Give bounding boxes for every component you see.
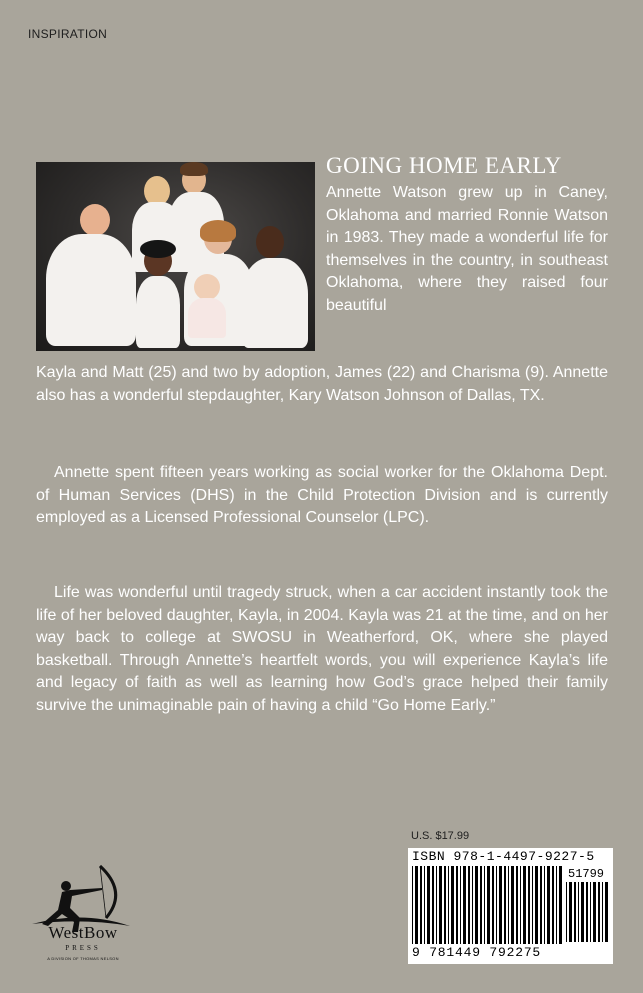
author-family-photo (36, 162, 315, 351)
book-title: GOING HOME EARLY (326, 153, 562, 178)
addon-barcode-bars (566, 882, 610, 942)
isbn-text: ISBN 978-1-4497-9227-5 (412, 849, 595, 864)
publisher-division: A DIVISION OF THOMAS NELSON (47, 956, 119, 961)
publisher-name: WestBow (48, 923, 118, 942)
category-label: INSPIRATION (28, 27, 108, 41)
publisher-press: PRESS (65, 944, 101, 952)
isbn-barcode (408, 848, 613, 964)
bio-paragraph-1-top: Annette Watson grew up in Caney, Oklahoma and married Ronnie Watson in 1983. They made a wonderful life for themselves in the country, in southeast Oklahoma, where they raised four beautiful (326, 184, 608, 314)
addon-number: 51799 (568, 867, 605, 881)
synopsis-paragraph: Life was wonderful until tragedy struck, when a car accident instantly took the life of her beloved daughter, Kayla, in 2004. Kayla was 21 at the time, and on her way back to college at SWOSU in Weatherford, OK, where she played basketball. Through Annette’s heartfelt words, you will experience Kayla’s life and legacy of faith as well as learning how God’s grace helped their family survive the unimaginable pain of having a child “Go Home Early.” (36, 584, 608, 714)
bio-paragraph-2: Annette spent fifteen years working as social worker for the Oklahoma Dept. of Human Services (DHS) in the Child Protection Division and is currently employed as a Licensed Professional Counselor (LPC). (36, 464, 608, 526)
ean-barcode-bars (412, 866, 562, 944)
bio-paragraph-1-bottom: Kayla and Matt (25) and two by adoption, James (22) and Charisma (9). Annette also has a wonderful stepdaughter, Kary Watson Johnson of Dallas, TX. (36, 364, 608, 404)
price-label: U.S. $17.99 (411, 830, 470, 842)
barcode-number: 9 781449 792275 (412, 945, 542, 960)
